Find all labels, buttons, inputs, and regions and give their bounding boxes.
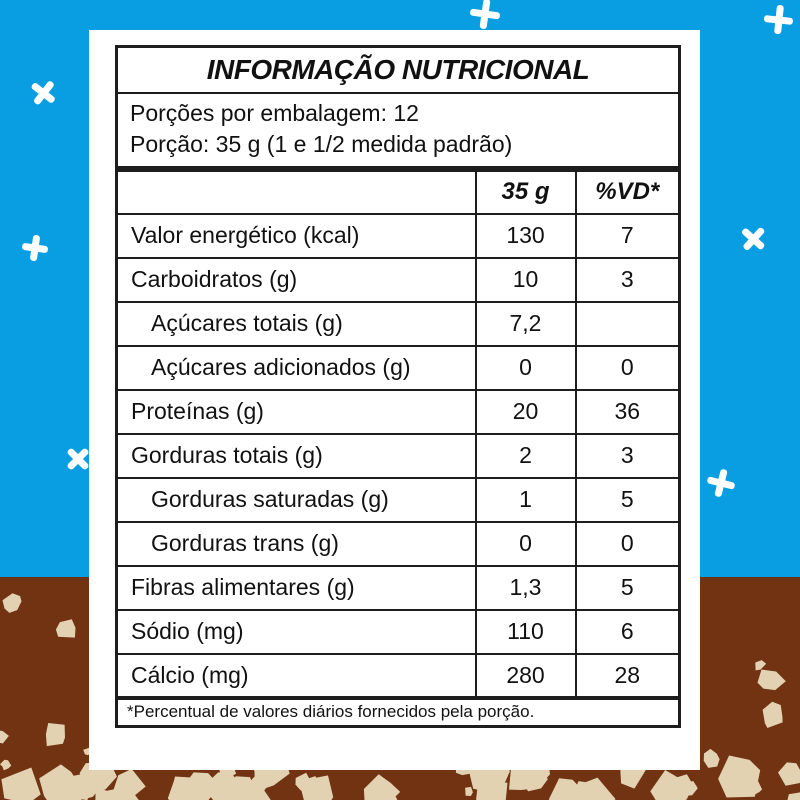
nutrient-dv: 3 [576,434,680,478]
nutrient-dv: 0 [576,522,680,566]
nutrient-amount: 7,2 [476,302,576,346]
nutrient-row [117,610,680,654]
nutrient-name: Cálcio (mg) [117,654,476,698]
nutrient-amount: 1 [476,478,576,522]
nutrient-row [117,654,680,698]
nutrient-amount: 20 [476,390,576,434]
column-header-dv: %VD* [576,169,680,214]
plus-icon [20,233,49,262]
nutrient-dv: 6 [576,610,680,654]
nutrient-dv: 36 [576,390,680,434]
column-header-empty [117,169,476,214]
nutrient-row [117,302,680,346]
nutrient-amount: 2 [476,434,576,478]
nutrient-name: Açúcares adicionados (g) [117,346,476,390]
nutrient-amount: 10 [476,258,576,302]
nutrient-row [117,478,680,522]
serving-info-row [117,93,680,169]
plus-icon [468,0,502,31]
nutrient-dv: 5 [576,566,680,610]
nutrient-row [117,214,680,258]
nutrient-row [117,434,680,478]
nutrient-name: Açúcares totais (g) [117,302,476,346]
plus-icon [762,3,794,35]
nutrition-table [115,45,681,728]
nutrient-row [117,258,680,302]
nutrition-label-card [89,30,700,770]
nutrient-dv [576,302,680,346]
plus-icon [704,466,738,500]
nutrient-dv: 3 [576,258,680,302]
label-title: INFORMAÇÃO NUTRICIONAL [206,53,590,85]
footnote: *Percentual de valores diários fornecidos pela porção. [117,698,680,727]
column-header-amount: 35 g [476,169,576,214]
nutrient-dv: 7 [576,214,680,258]
nutrient-name: Fibras alimentares (g) [117,566,476,610]
nutrient-dv: 5 [576,478,680,522]
servings-per-package: Porções por embalagem: 12 [130,99,419,126]
nutrient-name: Sódio (mg) [117,610,476,654]
nutrient-dv: 0 [576,346,680,390]
nutrient-amount: 110 [476,610,576,654]
plus-icon [734,219,772,257]
nutrient-name: Proteínas (g) [117,390,476,434]
nutrient-row [117,390,680,434]
nutrient-name: Gorduras trans (g) [117,522,476,566]
nutrient-amount: 1,3 [476,566,576,610]
nutrient-amount: 130 [476,214,576,258]
column-header-row [117,169,680,214]
nutrient-name: Gorduras saturadas (g) [117,478,476,522]
label-title-row [117,47,680,93]
nutrient-row [117,522,680,566]
nutrient-row [117,346,680,390]
crumb-speck [46,723,65,746]
plus-icon [24,73,62,111]
nutrient-amount: 0 [476,346,576,390]
footnote-row [117,698,680,727]
nutrient-amount: 0 [476,522,576,566]
nutrient-name: Valor energético (kcal) [117,214,476,258]
nutrient-name: Gorduras totais (g) [117,434,476,478]
nutrient-row [117,566,680,610]
serving-size: Porção: 35 g (1 e 1/2 medida padrão) [130,130,513,157]
nutrient-amount: 280 [476,654,576,698]
nutrient-name: Carboidratos (g) [117,258,476,302]
nutrient-dv: 28 [576,654,680,698]
